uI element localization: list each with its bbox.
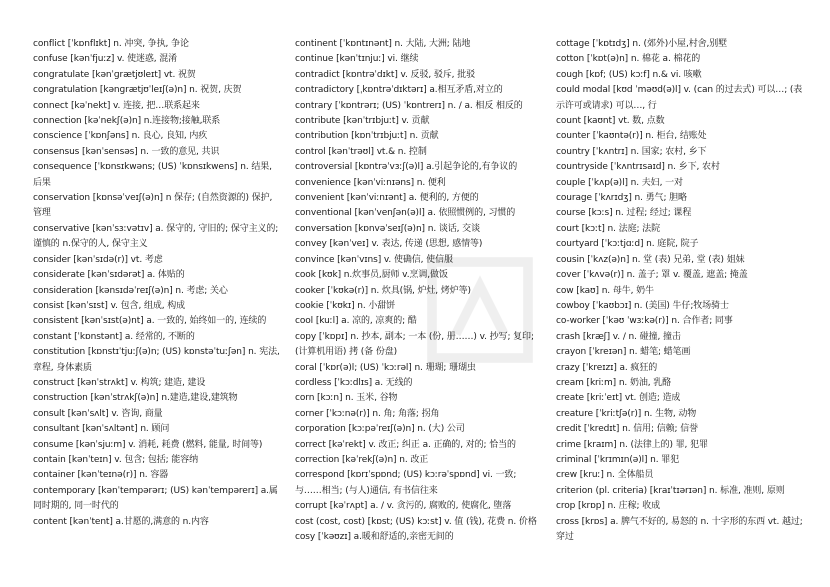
vocab-entry: cough [kɒf; (US) kɔːf] n.& vi. 咳嗽 [556,69,702,80]
vocab-entry: cosy [ˈkəʊzɪ] a.暖和舒适的,亲密无间的 [295,532,454,542]
vocab-entry: corporation [kɔːpəˈreɪʃ(ə)n] n. (大) 公司 [295,424,465,435]
vocab-entry: consultant [kənˈsʌltənt] n. 顾问 [33,424,170,435]
vocab-entry: consume [kənˈsjuːm] v. 消耗, 耗费 (燃料, 能量, 时间等) [33,439,263,450]
vocab-entry: create [kriːˈeɪt] vt. 创造; 造成 [556,393,681,404]
vocab-entry: conscience [ˈkɒnʃəns] n. 良心, 良知, 内疚 [33,131,208,142]
vocab-entry: cover [ˈkʌvə(r)] n. 盖子; 罩 v. 覆盖, 遮盖; 掩盖 [556,270,748,281]
vocab-entry: cousin [ˈkʌz(ə)n] n. 堂 (表) 兄弟, 堂 (表) 姐妹 [556,254,745,265]
vocab-entry: cordless [ˈkɔːdlɪs] a. 无线的 [295,377,413,388]
vocab-entry: constant [ˈkɒnstənt] a. 经常的, 不断的 [33,331,195,342]
vocab-entry: convenience [kənˈviːnɪəns] n. 便利 [295,177,446,188]
vocab-entry: cream [kriːm] n. 奶油, 乳酪 [556,377,672,388]
vocab-entry: corn [kɔːn] n. 玉米, 谷物 [295,393,398,404]
vocab-entry: constitution [kɒnstɪˈtjuːʃ(ə)n; (US) kɒnstəˈtuːʃən] n. 宪法, 章程, 身体素质 [33,347,280,373]
vocab-entry: congratulate [kənˈɡrætjʊleɪt] vt. 祝贺 [33,69,196,80]
vocab-entry: court [kɔːt] n. 法庭; 法院 [556,223,660,234]
vocab-entry: continent [ˈkɒntɪnənt] n. 大陆, 大洲; 陆地 [295,39,471,49]
vocab-entry: contribution [kɒnˈtrɪbjuːt] n. 贡献 [295,131,439,142]
vocab-entry: container [kənˈteɪnə(r)] n. 容器 [33,470,169,481]
vocab-entry: correction [kəˈrekʃ(ə)n] n. 改正 [295,454,429,465]
vocab-entry: counter [ˈkaʊntə(r)] n. 柜台, 结账处 [556,131,707,142]
vocab-entry: conflict [ˈkɒnflɪkt] n. 冲突, 争执, 争论 [33,39,189,49]
vocab-entry: copy [ˈkɒpɪ] n. 抄本, 副本; 一本 (份, 册……) v. 抄写; 复印; (计算机用语) 拷 (备 份盘) [295,331,534,358]
vocab-column-3 [556,37,806,545]
vocab-entry: count [kaʊnt] vt. 数, 点数 [556,116,665,127]
vocab-entry: correct [kəˈrekt] v. 改正; 纠正 a. 正确的, 对的; 恰当的 [295,439,516,450]
vocab-entry: contradictory [ˌkɒntrəˈdɪktərɪ] a.相互矛盾,对立的 [295,85,503,96]
vocab-entry: cotton [ˈkɒt(ə)n] n. 棉花 a. 棉花的 [556,54,701,65]
vocab-entry: control [kənˈtrəʊl] vt.& n. 控制 [295,146,427,157]
vocab-entry: courtyard [ˈkɔːtjɑːd] n. 庭院, 院子 [556,239,699,250]
vocab-entry: construction [kənˈstrʌkʃ(ə)n] n.建造,建设,建筑物 [33,393,238,404]
vocab-entry: consistent [kənˈsɪst(ə)nt] a. 一致的, 始终如一的, 连续的 [33,316,267,327]
vocab-entry: contradict [kɒntrəˈdɪkt] v. 反驳, 驳斥, 批驳 [295,69,475,80]
vocab-entry: congratulation [kənɡrætjʊˈleɪʃ(ə)n] n. 祝贺, 庆贺 [33,85,242,96]
vocab-entry: convince [kənˈvɪns] v. 使确信, 使信服 [295,254,453,265]
vocab-entry: conversation [kɒnvəˈseɪʃ(ə)n] n. 谈话, 交谈 [295,223,480,234]
vocab-entry: crime [kraɪm] n. (法律上的) 罪, 犯罪 [556,439,708,450]
vocab-entry: continue [kənˈtɪnjuː] vi. 继续 [295,54,419,65]
vocab-entry: courage [ˈkʌrɪdʒ] n. 勇气; 胆略 [556,193,687,204]
vocab-entry: cool [kuːl] a. 凉的, 凉爽的; 酷 [295,316,417,327]
vocab-entry: consequence [ˈkɒnsɪkwəns; (US) ˈkɒnsɪkwens] n. 结果, 后果 [33,162,272,188]
vocab-entry: course [kɔːs] n. 过程; 经过; 课程 [556,208,692,219]
vocab-entry: consensus [kənˈsensəs] n. 一致的意见, 共识 [33,146,220,157]
vocab-entry: crash [kræʃ] v. / n. 碰撞, 撞击 [556,331,681,342]
vocab-entry: couple [ˈkʌp(ə)l] n. 夫妇, 一对 [556,177,683,188]
vocab-entry: crazy [ˈkreɪzɪ] a. 疯狂的 [556,362,658,373]
vocab-entry: cooker [ˈkʊkə(r)] n. 炊具(锅, 炉灶, 烤炉等) [295,285,471,296]
vocab-entry: convey [kənˈveɪ] v. 表达, 传递 (思想, 感情等) [295,239,483,250]
vocab-entry: cowboy [ˈkaʊbɔɪ] n. (美国) 牛仔;牧场骑士 [556,300,729,311]
vocab-entry: contemporary [kənˈtempərərɪ; (US) kənˈtempərerɪ] a.属同时期的, 同一时代的 [33,485,278,512]
vocab-entry: construct [kənˈstrʌkt] v. 构筑; 建造, 建设 [33,377,206,388]
vocab-entry: country [ˈkʌntrɪ] n. 国家; 农村, 乡下 [556,146,707,157]
vocab-entry: considerate [kənˈsɪdərət] a. 体贴的 [33,270,185,281]
vocab-entry: cook [kʊk] n.炊事员,厨师 v.烹调,做饭 [295,270,448,281]
vocab-entry: convenient [kənˈviːnɪənt] a. 便利的, 方便的 [295,193,479,204]
vocab-entry: coral [ˈkɒr(ə)l; (US) ˈkɔːrəl] n. 珊瑚; 珊瑚虫 [295,362,476,373]
vocab-entry: creature [ˈkriːtʃə(r)] n. 生物, 动物 [556,408,697,419]
vocab-column-1 [33,37,283,530]
vocab-entry: contain [kənˈteɪn] v. 包含; 包括; 能容纳 [33,454,199,465]
vocab-entry: crayon [ˈkreɪən] n. 蜡笔; 蜡笔画 [556,347,691,358]
vocab-entry: credit [ˈkredɪt] n. 信用; 信赖; 信誉 [556,424,698,435]
vocab-entry: cow [kaʊ] n. 母牛, 奶牛 [556,285,654,296]
vocab-entry: conventional [kənˈvenʃən(ə)l] a. 依照惯例的, 习惯的 [295,208,516,219]
vocab-entry: cross [krɒs] a. 脾气不好的, 易怒的 n. 十字形的东西 vt. 越过; 穿过 [556,516,803,542]
vocab-entry: consider [kənˈsɪdə(r)] vt. 考虑 [33,254,163,265]
vocab-entry: co-worker [ˈkəʊ ˈwɜːkə(r)] n. 合作者; 同事 [556,316,733,327]
vocab-entry: crop [krɒp] n. 庄稼; 收成 [556,501,660,512]
vocab-entry: connection [kəˈnekʃ(ə)n] n.连接物;接触,联系 [33,116,221,127]
vocab-entry: could modal [kʊd ˈməʊd(ə)l] v. (can 的过去式) 可以…; (表示许可或请求) 可以…, 行 [556,85,803,111]
vocab-entry: content [kənˈtent] a.甘愿的,满意的 n.内容 [33,516,209,527]
vocab-entry: countryside [ˈkʌntrɪsaɪd] n. 乡下, 农村 [556,162,720,173]
vocab-entry: correspond [kɒrɪˈspɒnd; (US) kɔːrəˈspɒnd] vi. 一致; 与……相当; (与人)通信, 有书信往来 [295,470,517,496]
vocab-entry: conservative [kənˈsɜːvətɪv] a. 保守的, 守旧的; 保守主义的; 谨慎的 n.保守的人, 保守主义 [33,223,279,250]
vocab-entry: cookie [ˈkʊkɪ] n. 小甜饼 [295,300,396,311]
vocab-entry: connect [kəˈnekt] v. 连接, 把…联系起来 [33,100,200,111]
vocab-entry: consult [kənˈsʌlt] v. 咨询, 商量 [33,408,163,419]
vocab-entry: cottage [ˈkɒtɪdʒ] n. (郊外)小屋,村舍,别墅 [556,39,728,49]
vocab-entry: crew [kruː] n. 全体船员 [556,470,654,481]
vocab-entry: consideration [kənsɪdəˈreɪʃ(ə)n] n. 考虑; 关心 [33,285,228,296]
vocab-entry: consist [kənˈsɪst] v. 包含, 组成, 构成 [33,300,186,311]
vocab-entry: conservation [kɒnsəˈveɪʃ(ə)n] n 保存; (自然资源的) 保护, 管理 [33,193,273,219]
vocab-entry: cost (cost, cost) [kɒst; (US) kɔːst] v. 值 (钱), 花费 n. 价格 [295,516,537,527]
vocab-entry: controversial [kɒntrəˈvɜːʃ(ə)l] a.引起争论的,有争议的 [295,162,518,173]
vocab-entry: corrupt [kəˈrʌpt] a. / v. 贪污的, 腐败的, 使腐化, 堕落 [295,501,512,512]
vocab-entry: confuse [kənˈfjuːz] v. 使迷惑, 混淆 [33,54,178,65]
vocab-entry: criminal [ˈkrɪmɪn(ə)l] n. 罪犯 [556,454,680,465]
vocab-entry: contribute [kənˈtrɪbjuːt] v. 贡献 [295,116,430,127]
vocab-entry: corner [ˈkɔːnə(r)] n. 角; 角落; 拐角 [295,408,440,419]
vocab-entry: criterion (pl. criteria) [kraɪˈtɪərɪən] n. 标准, 准则, 原则 [556,485,785,496]
vocab-column-2 [295,37,545,545]
vocab-entry: contrary [ˈkɒntrərɪ; (US) ˈkɒntrerɪ] n. / a. 相反 相反的 [295,100,523,111]
